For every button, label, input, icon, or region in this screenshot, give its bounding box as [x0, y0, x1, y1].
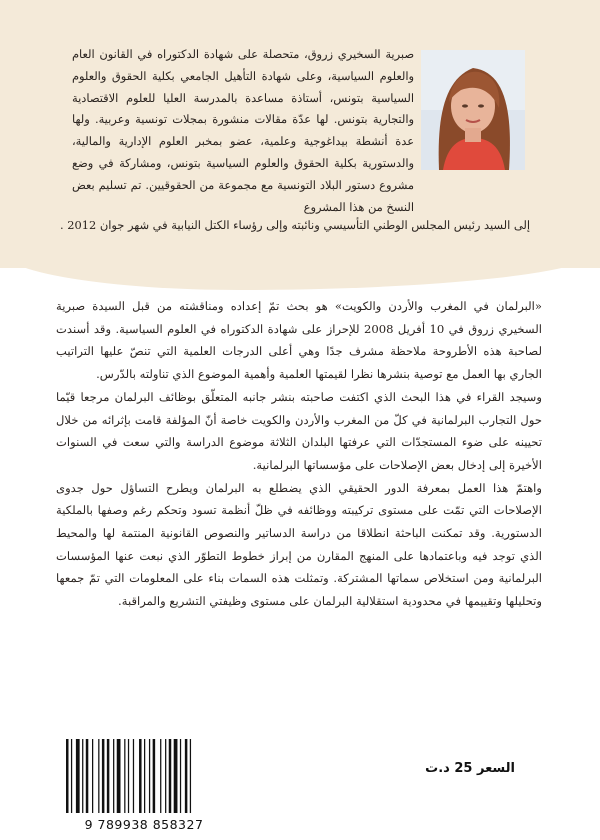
barcode-bar: [185, 739, 188, 813]
barcode-bar: [86, 739, 89, 813]
barcode-bar: [165, 739, 166, 813]
barcode-bar: [66, 739, 69, 813]
barcode-bar: [102, 739, 105, 813]
barcode-bar: [190, 739, 191, 813]
barcode-bar: [113, 739, 114, 813]
barcode-bar: [124, 739, 125, 813]
author-bio-last-line: إلى السيد رئيس المجلس الوطني التأسيسي ونائبته وإلى رؤساء الكتل النيابية في شهر جوان 2012 .: [60, 218, 530, 232]
back-cover-text: [56, 295, 542, 613]
barcode-bar: [160, 739, 161, 813]
barcode-bar: [117, 739, 121, 813]
barcode-bar: [149, 739, 150, 813]
barcode-bar: [98, 739, 99, 813]
barcode-bar: [92, 739, 93, 813]
barcode-bar: [82, 739, 83, 813]
author-portrait-image: [421, 50, 525, 170]
barcode-bar: [174, 739, 178, 813]
paragraph-3: واهتمّ هذا العمل بمعرفة الدور الحقيقي الذي يضطلع به البرلمان ويطرح التساؤل حول جدوى الإصلاحات التي تمّت على مستوى تركيبته ووظائفه في ظلّ أنظمة تسود وتحكم رغم وصفها بالملكية الدستورية. وقد تمكنت الباحثة انطلاقا من دراسة الدساتير والنصوص القانونية المنتمة لها والمحيط الذي توجد فيه وباعتمادها على المنهج المقارن من إبراز خطوط التطوّر الذي نبعت عنها المؤسسات البرلمانية ومن استخلاص سماتها المشتركة. وتمثلت هذه السمات بناء على المعلومات التي تمّ جمعها وتحليلها وتقييمها في محدودية استقلالية البرلمان على مستوى وظيفتي التشريع والمراقبة.: [56, 480, 542, 609]
barcode-bar: [180, 739, 181, 813]
author-photo: [421, 50, 525, 170]
barcode-bar: [71, 739, 72, 813]
barcode-bars: [60, 733, 228, 817]
barcode-bar: [139, 739, 142, 813]
barcode-bar: [133, 739, 134, 813]
paragraph-2: وسيجد القراء في هذا البحث الذي اكتفت صاحبته بنشر جانبه المتعلّق بوظائف البرلمان مرجعا قيّما حول التجارب البرلمانية في كلّ من المغرب والأردن والكويت خاصة أنّ المؤلفة قامت بإثرائه من خلال تحيينه على ضوء المستجدّات التي عرفتها البلدان الثلاثة موضوع الدراسة والتي سعت في السنوات الأخيرة إلى إدخال بعض الإصلاحات على مؤسساتها البرلمانية.: [56, 389, 542, 472]
author-bio: صبرية السخيري زروق، متحصلة على شهادة الدكتوراه في القانون العام والعلوم السياسية، وعلى شهادة التأهيل الجامعي بكلية الحقوق والعلوم السياسية بتونس، أستاذة مساعدة بالمدرسة العليا للعلوم الاقتصادية والتجارية بتونس. لها عدّة مقالات منشورة بمجلات تونسية وعربية. ولها عدة أنشطة بيداغوجية وعلمية، عضو بمخبر العلوم الإدارية والمالية، والدستورية بكلية الحقوق والعلوم السياسية بتونس، ومشاركة في وضع مشروع دستور البلاد التونسية مع مجموعة من الحقوقيين. تم تسليم بعض النسخ من هذا المشروع: [72, 47, 414, 214]
price-label: السعر 25 د.ت: [425, 761, 515, 776]
barcode-bar: [107, 739, 110, 813]
barcode-bar: [153, 739, 156, 813]
barcode-bar: [144, 739, 145, 813]
isbn-number: 9 789938 858327: [84, 817, 204, 832]
barcode-bar: [169, 739, 172, 813]
isbn-barcode: [60, 733, 228, 833]
barcode-bar: [128, 739, 129, 813]
paragraph-1: «البرلمان في المغرب والأردن والكويت» هو بحث تمّ إعداده ومناقشته من قبل السيدة صبرية السخيري زروق في 10 أفريل 2008 للإحراز على شهادة الدكتوراه في العلوم السياسية. وقد أسندت لصاحبة هذه الأطروحة ملاحظة مشرف جدًا وهي أعلى الدرجات العلمية التي تنصّ عليها التراتيب الجاري بها العمل مع توصية بنشرها نظرا لقيمتها العلمية وأهمية الموضوع الذي تناولته بالدّرس.: [56, 299, 542, 382]
barcode-bar: [76, 739, 80, 813]
